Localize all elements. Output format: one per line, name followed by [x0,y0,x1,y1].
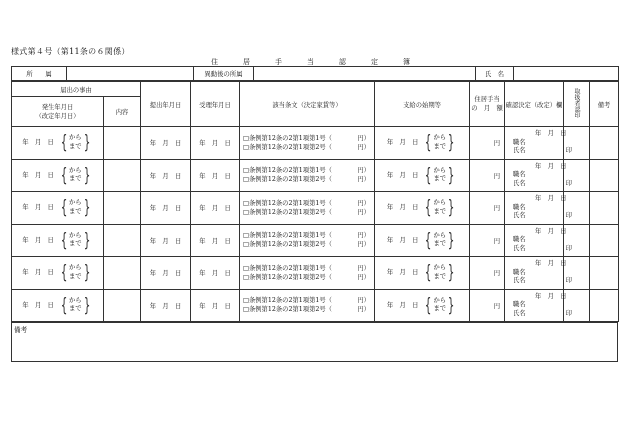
new-dept-label: 異動後の所属 [194,67,254,81]
range-bracket: { から まで } [425,131,455,154]
col-receipt-date: 受理年月日 [191,82,240,127]
content-cell[interactable] [104,257,141,290]
dept-field[interactable] [67,67,194,81]
remarks-cell[interactable] [590,289,619,322]
occurrence-date-cell[interactable]: 年 月 日 { から まで } [12,127,104,160]
content-cell[interactable] [104,192,141,225]
clause-2-checkbox[interactable]: □条例第12条の2第1項第2号（ [243,143,332,151]
table-row [12,127,619,160]
remarks-box[interactable] [11,322,618,362]
header-table [11,66,619,81]
form-title: 住 居 手 当 認 定 簿 [211,58,419,66]
range-bracket: { から まで } [60,293,90,316]
col-submit-date: 提出年月日 [141,82,191,127]
table-row [12,159,619,192]
range-bracket: { から まで } [425,228,455,251]
seal-mark: 印 [565,179,572,187]
clause-2-checkbox[interactable]: □条例第12条の2第1項第2号（ [243,306,332,314]
name-field[interactable] [514,67,619,81]
range-bracket: { から まで } [60,228,90,251]
seal-mark: 印 [565,309,572,317]
clause-cell[interactable]: □条例第12条の2第1項第1号（ 円） □条例第12条の2第1項第2号（ 円） [240,289,375,322]
occurrence-date-cell[interactable]: 年 月 日 { から まで } [12,257,104,290]
seal-mark: 印 [565,147,572,154]
range-bracket: { から まで } [60,163,90,186]
name-label: 氏 名 [476,67,514,81]
monthly-amount-cell[interactable]: 円 [470,289,505,322]
table-row [12,289,619,322]
remarks-cell[interactable] [590,159,619,192]
receipt-date-cell[interactable]: 年 月 日 [191,159,240,192]
clause-2-checkbox[interactable]: □条例第12条の2第1項第2号（ [243,208,332,216]
receipt-date-cell[interactable]: 年 月 日 [191,224,240,257]
col-occurrence-date: 発生年月日 （改定年月日） [12,97,104,127]
submit-date-cell[interactable]: 年 月 日 [141,224,191,257]
content-cell[interactable] [104,224,141,257]
monthly-amount-cell[interactable]: 円 [470,159,505,192]
clause-1-checkbox[interactable]: □条例第12条の2第1項第1号（ [243,232,332,240]
seal-mark: 印 [565,277,572,284]
submit-date-cell[interactable]: 年 月 日 [141,127,191,160]
range-bracket: { から まで } [425,196,455,219]
payment-period-cell[interactable]: 年 月 日 { から まで } [375,159,470,192]
clause-2-checkbox[interactable]: □条例第12条の2第1項第2号（ [243,176,332,184]
monthly-amount-cell[interactable]: 円 [470,192,505,225]
col-applicable-clause: 該当条文（決定家賃等） [240,82,375,127]
confirmation-cell[interactable]: 年 月 日 職名 氏名 印 [505,192,564,225]
range-bracket: { から まで } [425,163,455,186]
clause-cell[interactable]: □条例第12条の2第1項第1号（ 円） □条例第12条の2第1項第2号（ 円） [240,159,375,192]
clause-2-checkbox[interactable]: □条例第12条の2第1項第2号（ [243,241,332,249]
submit-date-cell[interactable]: 年 月 日 [141,289,191,322]
payment-period-cell[interactable]: 年 月 日 { から まで } [375,192,470,225]
col-handler-seal: 取扱者認印 [564,82,590,127]
range-bracket: { から まで } [60,131,90,154]
confirmation-cell[interactable]: 年 月 日 職名 氏名 印 [505,127,564,160]
payment-period-cell[interactable]: 年 月 日 { から まで } [375,257,470,290]
content-cell[interactable] [104,127,141,160]
seal-mark: 印 [565,212,572,219]
clause-cell[interactable]: □条例第12条の2第1項第1号（ 円） □条例第12条の2第1項第2号（ 円） [240,192,375,225]
monthly-amount-cell[interactable]: 円 [470,127,505,160]
clause-2-checkbox[interactable]: □条例第12条の2第1項第2号（ [243,273,332,281]
range-bracket: { から まで } [425,261,455,284]
col-notification-reason: 届出の事由 [12,82,141,97]
col-confirmation: 確認決定（改定）欄 [505,82,564,127]
table-row [12,192,619,225]
occurrence-date-cell[interactable]: 年 月 日 { から まで } [12,159,104,192]
receipt-date-cell[interactable]: 年 月 日 [191,289,240,322]
confirmation-cell[interactable]: 年 月 日 職名 氏名 印 [505,257,564,290]
clause-1-checkbox[interactable]: □条例第12条の2第1項第1号（ [243,264,332,272]
certification-table [11,81,619,322]
seal-mark: 印 [565,244,572,252]
receipt-date-cell[interactable]: 年 月 日 [191,192,240,225]
payment-period-cell[interactable]: 年 月 日 { から まで } [375,289,470,322]
occurrence-date-cell[interactable]: 年 月 日 { から まで } [12,224,104,257]
clause-cell[interactable]: □条例第12条の2第1項第1号（ 円） □条例第12条の2第1項第2号（ 円） [240,224,375,257]
monthly-amount-cell[interactable]: 円 [470,224,505,257]
content-cell[interactable] [104,289,141,322]
occurrence-date-cell[interactable]: 年 月 日 { から まで } [12,192,104,225]
clause-1-checkbox[interactable]: □条例第12条の2第1項第1号（ [243,134,332,142]
content-cell[interactable] [104,159,141,192]
col-monthly-amount: 住居手当 の 月 額 [470,82,505,127]
clause-1-checkbox[interactable]: □条例第12条の2第1項第1号（ [243,167,332,175]
table-row [12,257,619,290]
receipt-date-cell[interactable]: 年 月 日 [191,127,240,160]
submit-date-cell[interactable]: 年 月 日 [141,257,191,290]
monthly-amount-cell[interactable]: 円 [470,257,505,290]
confirmation-cell[interactable]: 年 月 日 職名 氏名 印 [505,224,564,257]
range-bracket: { から まで } [60,196,90,219]
receipt-date-cell[interactable]: 年 月 日 [191,257,240,290]
remarks-cell[interactable] [590,257,619,290]
remarks-cell[interactable] [590,127,619,160]
range-bracket: { から まで } [425,293,455,316]
occurrence-date-cell[interactable]: 年 月 日 { から まで } [12,289,104,322]
dept-label: 所 属 [12,67,67,81]
form-number: 様式第４号（第11条の６関係） [11,47,130,56]
remarks-cell[interactable] [590,192,619,225]
col-remarks: 備考 [590,82,619,127]
clause-1-checkbox[interactable]: □条例第12条の2第1項第1号（ [243,297,332,305]
confirmation-cell[interactable]: 年 月 日 職名 氏名 印 [505,159,564,192]
payment-period-cell[interactable]: 年 月 日 { から まで } [375,224,470,257]
col-payment-start-end: 支給の始期等 [375,82,470,127]
confirmation-cell[interactable]: 年 月 日 職名 氏名 印 [505,289,564,322]
range-bracket: { から まで } [60,261,90,284]
remarks-cell[interactable] [590,224,619,257]
submit-date-cell[interactable]: 年 月 日 [141,159,191,192]
clause-cell[interactable]: □条例第12条の2第1項第1号（ 円） □条例第12条の2第1項第2号（ 円） [240,257,375,290]
submit-date-cell[interactable]: 年 月 日 [141,192,191,225]
payment-period-cell[interactable]: 年 月 日 { から まで } [375,127,470,160]
clause-1-checkbox[interactable]: □条例第12条の2第1項第1号（ [243,199,332,207]
table-row [12,224,619,257]
remarks-label: 備考 [14,326,28,334]
new-dept-field[interactable] [254,67,476,81]
col-content: 内容 [104,97,141,127]
clause-cell[interactable]: □条例第12条の2第1項第1号（ 円） □条例第12条の2第1項第2号（ 円） [240,127,375,160]
